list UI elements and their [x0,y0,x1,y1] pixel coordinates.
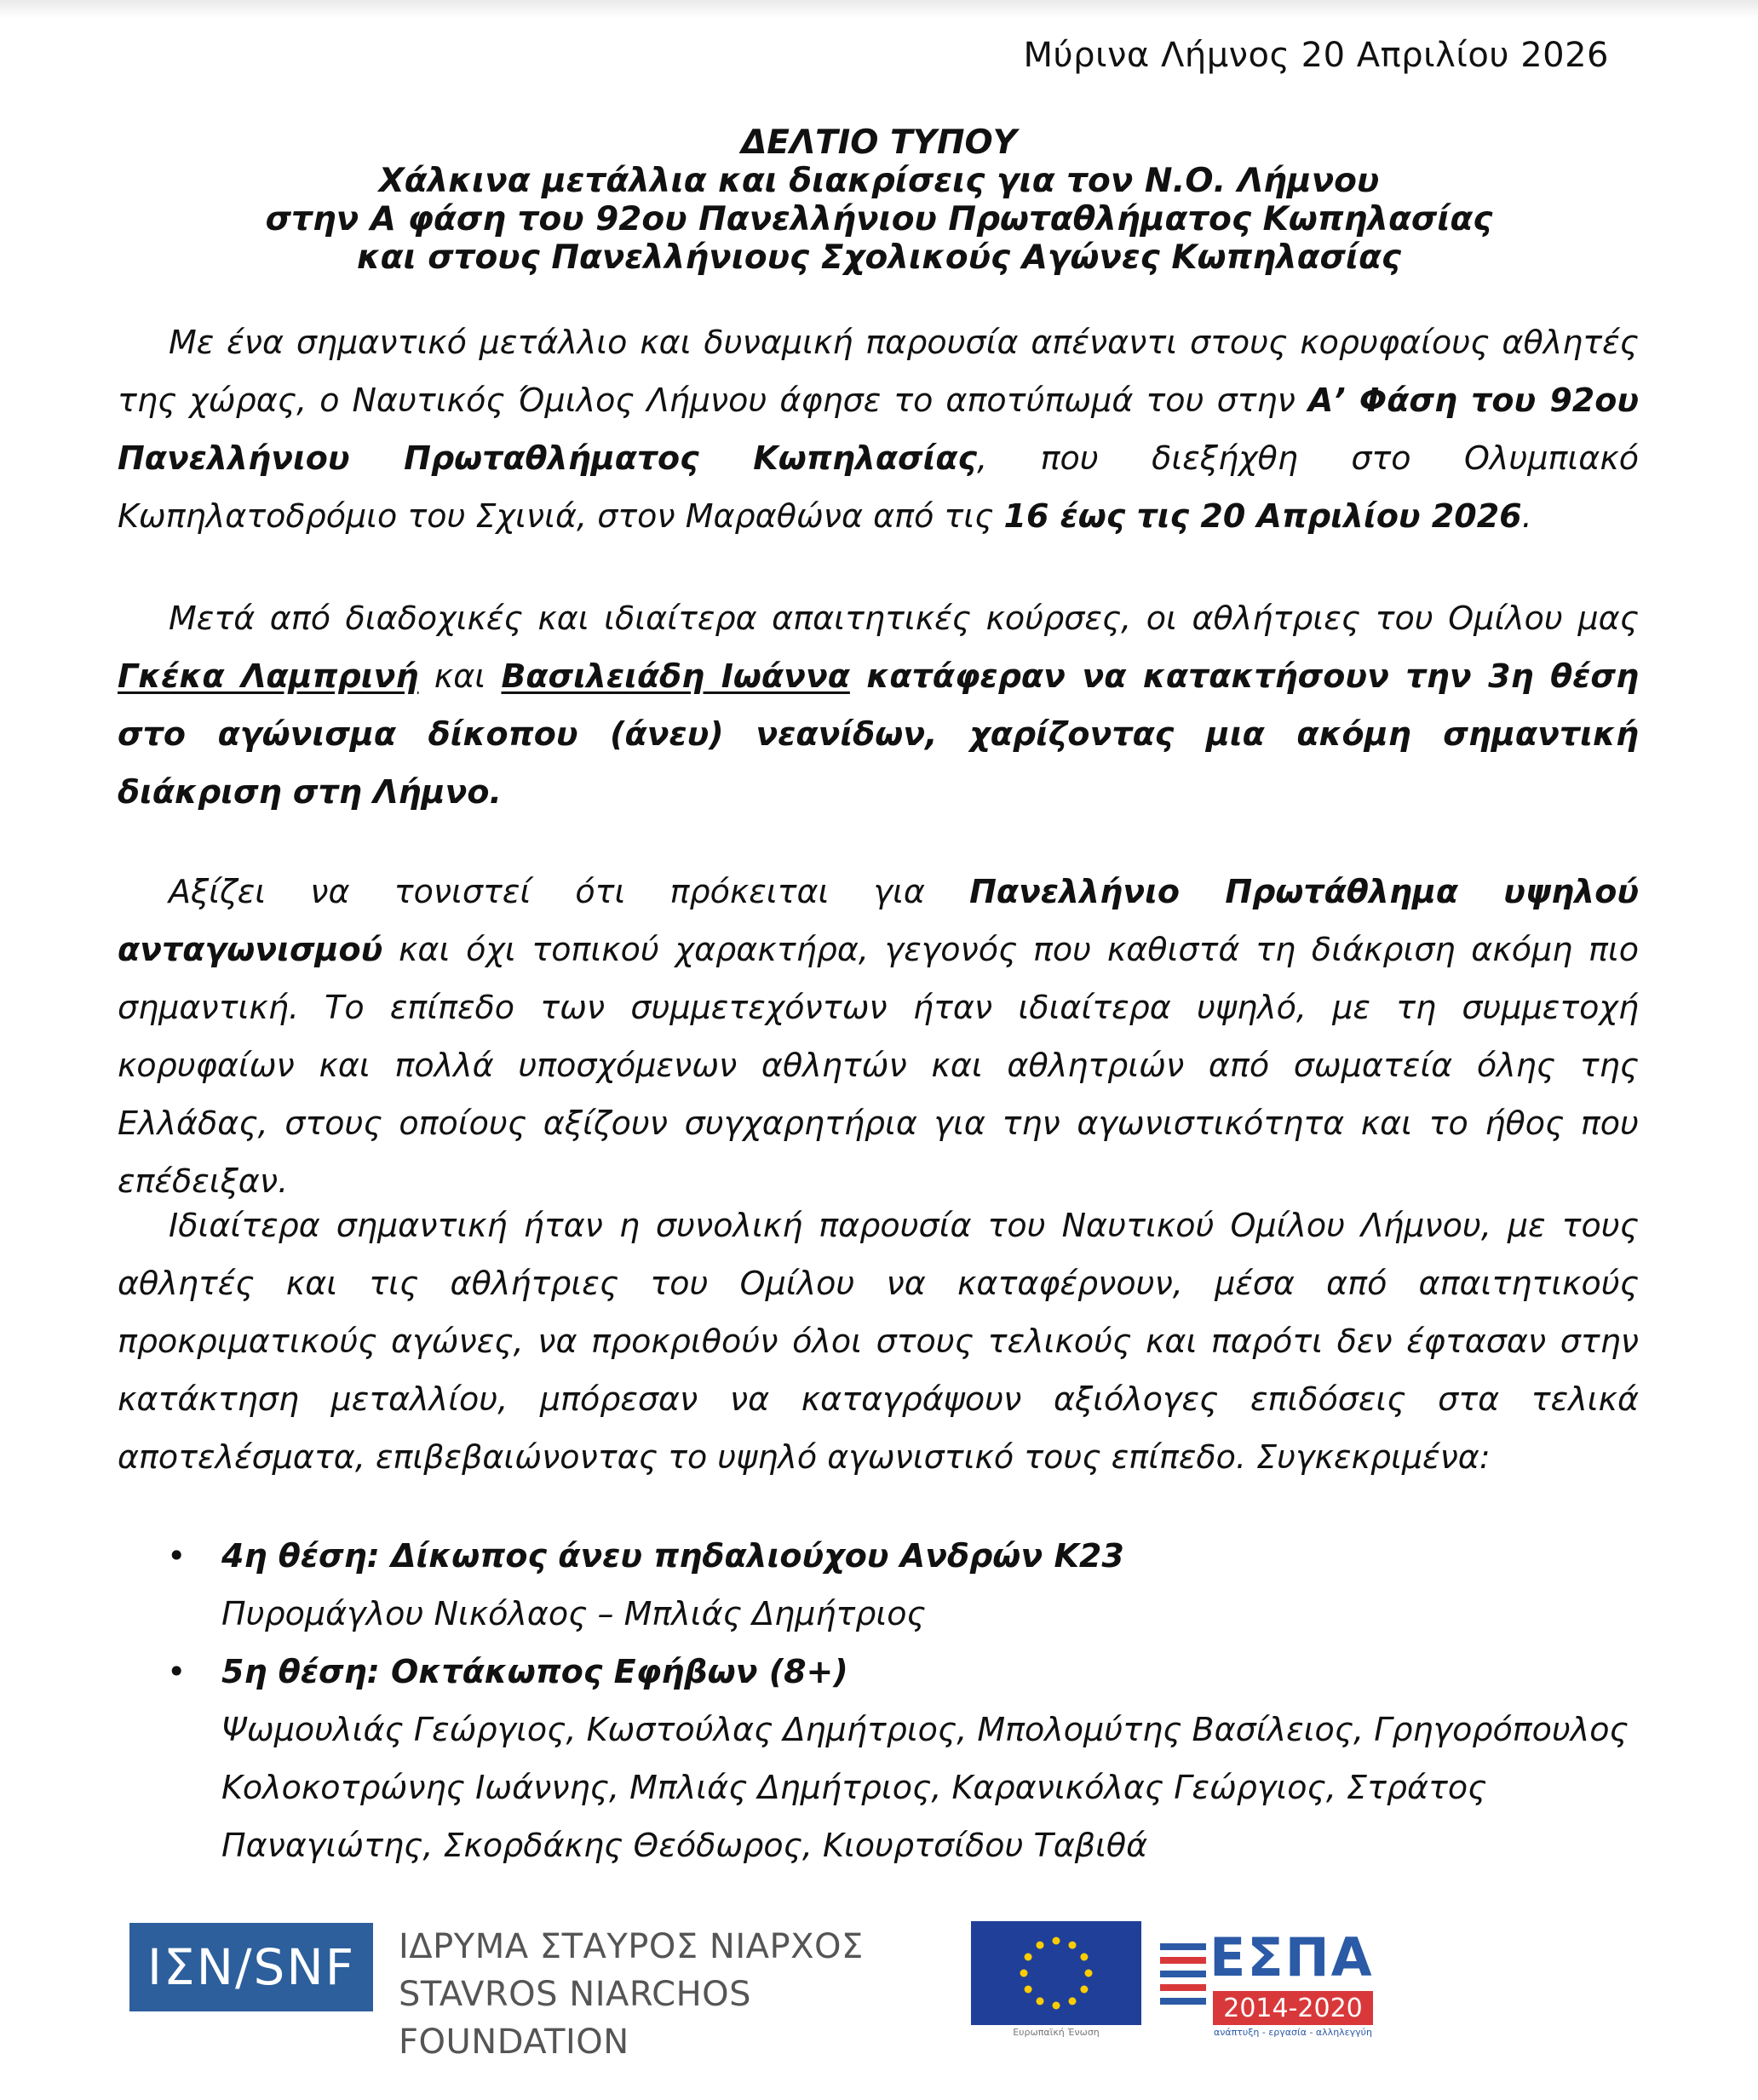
paragraph-2 [118,589,1639,821]
p1-dates: 16 έως τις 20 Απριλίου 2026 [1003,497,1522,535]
snf-logo: ΙΣΝ/SNF [129,1923,373,2011]
heading-subtitle-3: και στους Πανελλήνιους Σχολικούς Αγώνες Κωπηλασίας [356,238,1402,277]
paragraph-4 [118,1196,1639,1486]
sponsor-footer [0,1908,1758,2100]
p2-achievement: κατάφεραν να κατακτήσουν την 3η θέση στο αγώνισμα δίκοπου (άνευ) νεανίδων, χαρίζοντας μια ακόμη σημαντική διάκριση στη Λήμνο. [118,657,1639,811]
p2-athlete-1: Γκέκα Λαμπρινή [118,657,419,695]
result-athletes-line: Κολοκοτρώνης Ιωάννης, Μπλιάς Δημήτριος, Καρανικόλας Γεώργιος, Στράτος [221,1769,1487,1806]
p2-text-a: Μετά από διαδοχικές και ιδιαίτερα απαιτητικές κούρσες, οι αθλήτριες του Ομίλου μας [169,600,1639,637]
eu-star [1025,1986,1032,1994]
heading-subtitle-1: Χάλκινα μετάλλια και διακρίσεις για τον Ν.Ο. Λήμνου [378,162,1380,200]
p3-text-a: Αξίζει να τονιστεί ότι πρόκειται για [169,873,970,910]
snf-wordmark [399,1923,910,2066]
heading-subtitle-2: στην Α φάση του 92ου Πανελλήνιου Πρωταθλήματος Κωπηλασίας [265,200,1493,238]
top-edge-shadow [0,0,1758,19]
eu-star [1069,1942,1077,1949]
result-title: 4η θέση: Δίκωπος άνευ πηδαλιούχου Ανδρών Κ23 [221,1537,1124,1575]
p2-athlete-2: Βασιλειάδη Ιωάννα [501,657,850,695]
p1-text-c: , που διεξήχθη στο Ολυμπιακό Κωπηλατοδρόμιο του Σχινιά, στον Μαραθώνα από τις [118,439,1639,535]
espa-logo-text: ΕΣΠΑ [1209,1926,1374,1988]
p1-text-a: Με ένα σημαντικό μετάλλιο και δυναμική παρουσία απέναντι στους κορυφαίους αθλητές της χώρας, ο Ναυτικός Όμιλος Λήμνου άφησε το αποτύπωμά του στην [118,324,1639,419]
p3-text-c: και όχι τοπικού χαρακτήρα, γεγονός που καθιστά τη διάκριση ακόμη πιο σημαντική. Το επίπεδο των συμμετεχόντων ήταν ιδιαίτερα υψηλό, με τη συμμετοχή κορυφαίων και πολλά υποσχόμενων αθλητών και αθλητριών από σωματεία όλης της Ελλάδας, στους οποίους αξίζουν συγχαρητήρια για την αγωνιστικότητα και το ήθος που επέδειξαν. [118,931,1639,1200]
p2-conjunction: και [418,657,502,695]
snf-name-english: STAVROS NIARCHOS FOUNDATION [399,1975,752,2062]
paragraph-3 [118,863,1639,1210]
eu-star [1080,1954,1088,1961]
press-release-heading [0,123,1758,277]
eu-star [1037,1997,1044,2005]
list-item [162,1643,1661,1874]
list-item [162,1527,1661,1643]
eu-star [1025,1954,1032,1961]
bullet-icon: • [167,1653,187,1690]
result-athletes-line: Παναγιώτης, Σκορδάκης Θεόδωρος, Κιουρτσίδου Ταβιθά [221,1827,1148,1864]
paragraph-1 [118,313,1639,545]
bullet-icon: • [167,1537,187,1575]
eu-star [1037,1942,1044,1949]
eu-star [1053,1937,1060,1945]
espa-stripes-icon [1160,1938,1209,2006]
p1-text-e: . [1521,497,1532,535]
eu-star [1020,1970,1028,1977]
results-list [162,1527,1661,1874]
eu-star [1085,1970,1093,1977]
eu-star [1069,1997,1077,2005]
date-line: Μύρινα Λήμνος 20 Απριλίου 2026 [1023,36,1609,75]
result-athletes-line: Ψωμουλιάς Γεώργιος, Κωστούλας Δημήτριος, Μπολομύτης Βασίλειος, Γρηγορόπουλος [221,1711,1629,1748]
heading-title: ΔΕΛΤΙΟ ΤΥΠΟΥ [741,123,1017,162]
eu-caption: Ευρωπαϊκή Ένωση [1013,2027,1100,2038]
espa-tagline: ανάπτυξη - εργασία - αλληλεγγύη [1214,2027,1372,2038]
snf-name-greek: ΙΔΡΥΜΑ ΣΤΑΥΡΟΣ ΝΙΑΡΧΟΣ [399,1927,864,1966]
p3-championship-level: Πανελλήνιο Πρωτάθλημα υψηλού ανταγωνισμού [118,873,1639,968]
eu-star [1053,2002,1060,2010]
eu-flag-icon [971,1921,1141,2025]
result-title: 5η θέση: Οκτάκωπος Εφήβων (8+) [221,1653,848,1690]
espa-years: 2014-2020 [1213,1991,1373,2025]
result-athletes-line: Πυρομάγλου Νικόλαος – Μπλιάς Δημήτριος [221,1595,926,1632]
p1-championship-name: Α’ Φάση του 92ου Πανελλήνιου Πρωταθλήματος Κωπηλασίας [118,382,1639,477]
eu-star [1080,1986,1088,1994]
p4-text: Ιδιαίτερα σημαντική ήταν η συνολική παρουσία του Ναυτικού Ομίλου Λήμνου, με τους αθλητές και τις αθλήτριες του Ομίλου να καταφέρνουν, μέσα από απαιτητικούς προκριματικούς αγώνες, να προκριθούν όλοι στους τελικούς και παρότι δεν έφτασαν στην κατάκτηση μεταλλίου, μπόρεσαν να καταγράψουν αξιόλογες επιδόσεις στα τελικά αποτελέσματα, επιβεβαιώνοντας το υψηλό αγωνιστικό τους επίπεδο. Συγκεκριμένα: [118,1207,1639,1476]
